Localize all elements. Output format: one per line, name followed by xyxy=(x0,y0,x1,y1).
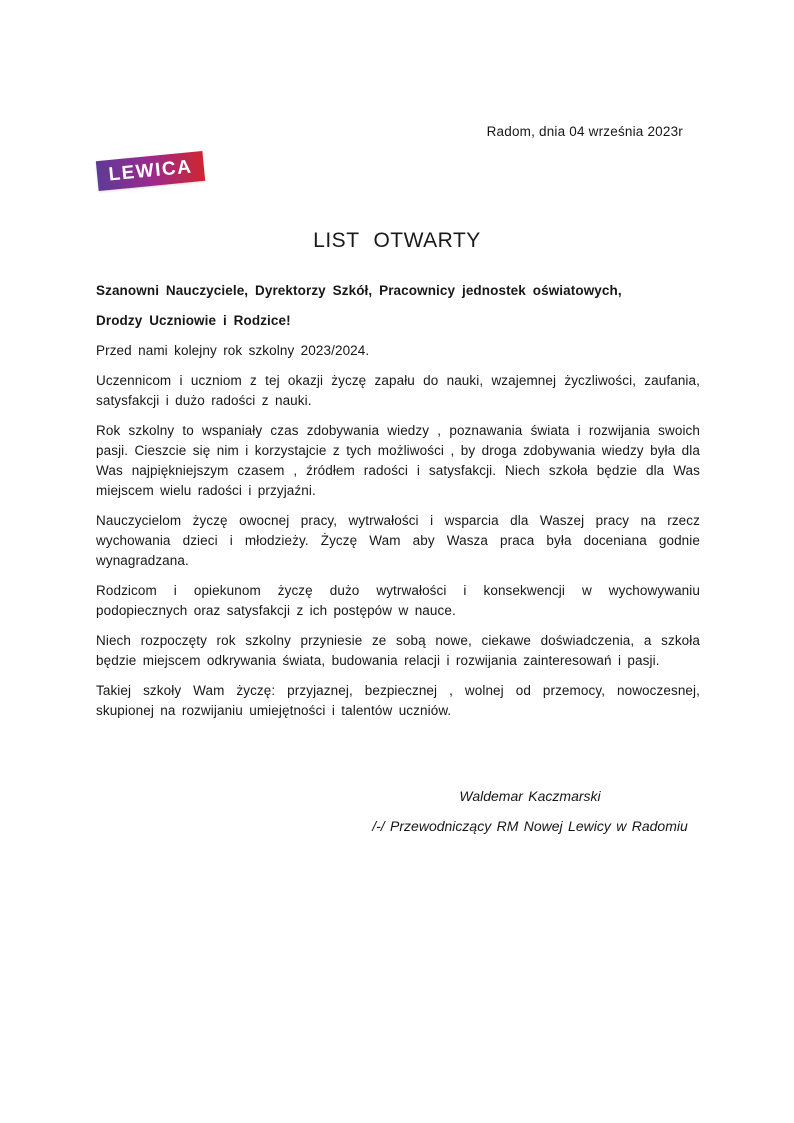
paragraph: Przed nami kolejny rok szkolny 2023/2024. xyxy=(96,343,370,358)
paragraph: Rok szkolny to wspaniały czas zdobywania wiedzy , poznawania świata i rozwijania swoich pasji. Cieszcie się nim i korzystajcie z tych możliwości , by droga zdobywania wiedzy była dla Was najpiękniejszym czasem , źródłem radości i satysfakcji. Niech szkoła będzie dla Was miejscem wielu radości i przyjaźni. xyxy=(96,423,700,498)
paragraph: Rodzicom i opiekunom życzę dużo wytrwałości i konsekwencji w wychowywaniu podopiecznych oraz satysfakcji z ich postępów w nauce. xyxy=(96,583,700,618)
signature-role: /-/ Przewodniczący RM Nowej Lewicy w Radomiu xyxy=(372,818,688,834)
date-line: Radom, dnia 04 września 2023r xyxy=(486,124,683,139)
salutation-line: Szanowni Nauczyciele, Dyrektorzy Szkół, Pracownicy jednostek oświatowych, xyxy=(96,283,622,298)
salutation-line: Drodzy Uczniowie i Rodzice! xyxy=(96,313,291,328)
signature-name: Waldemar Kaczmarski xyxy=(459,788,601,804)
signature-block xyxy=(300,786,760,846)
paragraph: Uczennicom i uczniom z tej okazji życzę zapału do nauki, wzajemnej życzliwości, zaufania, satysfakcji i dużo radości z nauki. xyxy=(96,373,700,408)
paragraph: Takiej szkoły Wam życzę: przyjaznej, bezpiecznej , wolnej od przemocy, nowoczesnej, skupionej na rozwijaniu umiejętności i talentów uczniów. xyxy=(96,683,700,718)
lewica-logo xyxy=(96,151,205,191)
paragraph: Niech rozpoczęty rok szkolny przyniesie ze sobą nowe, ciekawe doświadczenia, a szkoła będzie miejscem odkrywania świata, budowania relacji i rozwijania zainteresowań i pasji. xyxy=(96,633,700,668)
page-title: LIST OTWARTY xyxy=(313,229,481,252)
paragraph: Nauczycielom życzę owocnej pracy, wytrwałości i wsparcia dla Waszej pracy na rzecz wychowania dzieci i młodzieży. Życzę Wam aby Wasza praca była doceniana godnie wynagradzana. xyxy=(96,513,700,568)
lewica-logo-text: LEWICA xyxy=(107,156,194,185)
letter-body xyxy=(96,281,700,731)
